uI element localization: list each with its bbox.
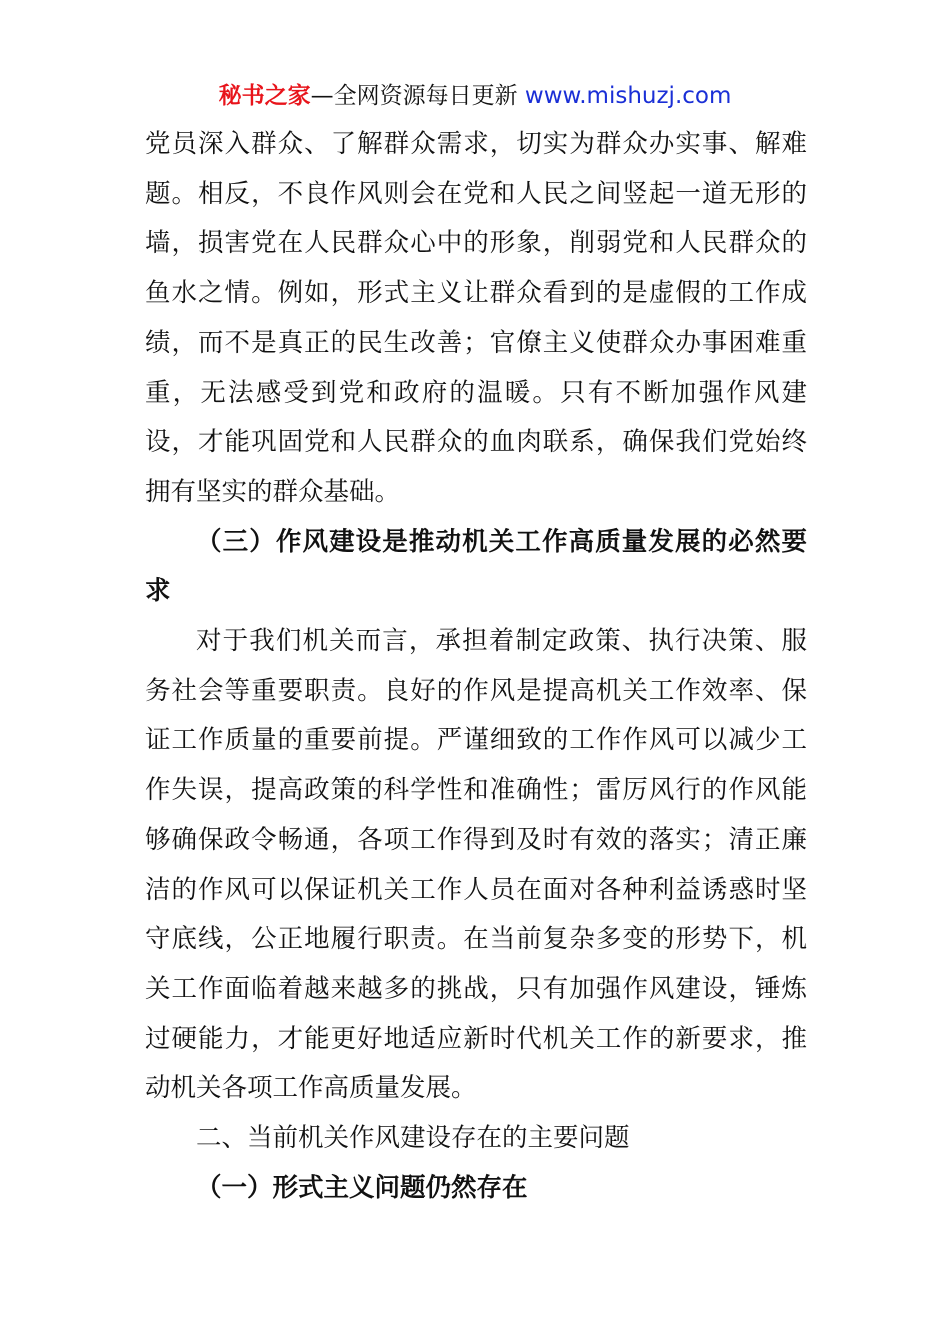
document-body bbox=[145, 120, 807, 1213]
section-heading-3: （三）作风建设是推动机关工作高质量发展的必然要求 bbox=[145, 526, 807, 607]
site-header bbox=[0, 80, 950, 112]
site-url[interactable]: www.mishuzj.com bbox=[524, 83, 732, 109]
site-brand: 秘书之家 bbox=[218, 83, 311, 109]
subsection-heading-1: （一）形式主义问题仍然存在 bbox=[196, 1172, 528, 1203]
paragraph-continued: 党员深入群众、了解群众需求，切实为群众办实事、解难题。相反，不良作风则会在党和人民之间竖起一道无形的墙，损害党在人民群众心中的形象，削弱党和人民群众的鱼水之情。例如，形式主义让群众看到的是虚假的工作成绩，而不是真正的民生改善；官僚主义使群众办事困难重重，无法感受到党和政府的温暖。只有不断加强作风建设，才能巩固党和人民群众的血肉联系，确保我们党始终拥有坚实的群众基础。 bbox=[145, 129, 807, 507]
site-slogan: —全网资源每日更新 bbox=[310, 83, 525, 109]
section-title-2: 二、当前机关作风建设存在的主要问题 bbox=[196, 1123, 630, 1154]
paragraph-body: 对于我们机关而言，承担着制定政策、执行决策、服务社会等重要职责。良好的作风是提高机关工作效率、保证工作质量的重要前提。严谨细致的工作作风可以减少工作失误，提高政策的科学性和准确性；雷厉风行的作风能够确保政令畅通，各项工作得到及时有效的落实；清正廉洁的作风可以保证机关工作人员在面对各种利益诱惑时坚守底线，公正地履行职责。在当前复杂多变的形势下，机关工作面临着越来越多的挑战，只有加强作风建设，锤炼过硬能力，才能更好地适应新时代机关工作的新要求，推动机关各项工作高质量发展。 bbox=[145, 626, 807, 1104]
